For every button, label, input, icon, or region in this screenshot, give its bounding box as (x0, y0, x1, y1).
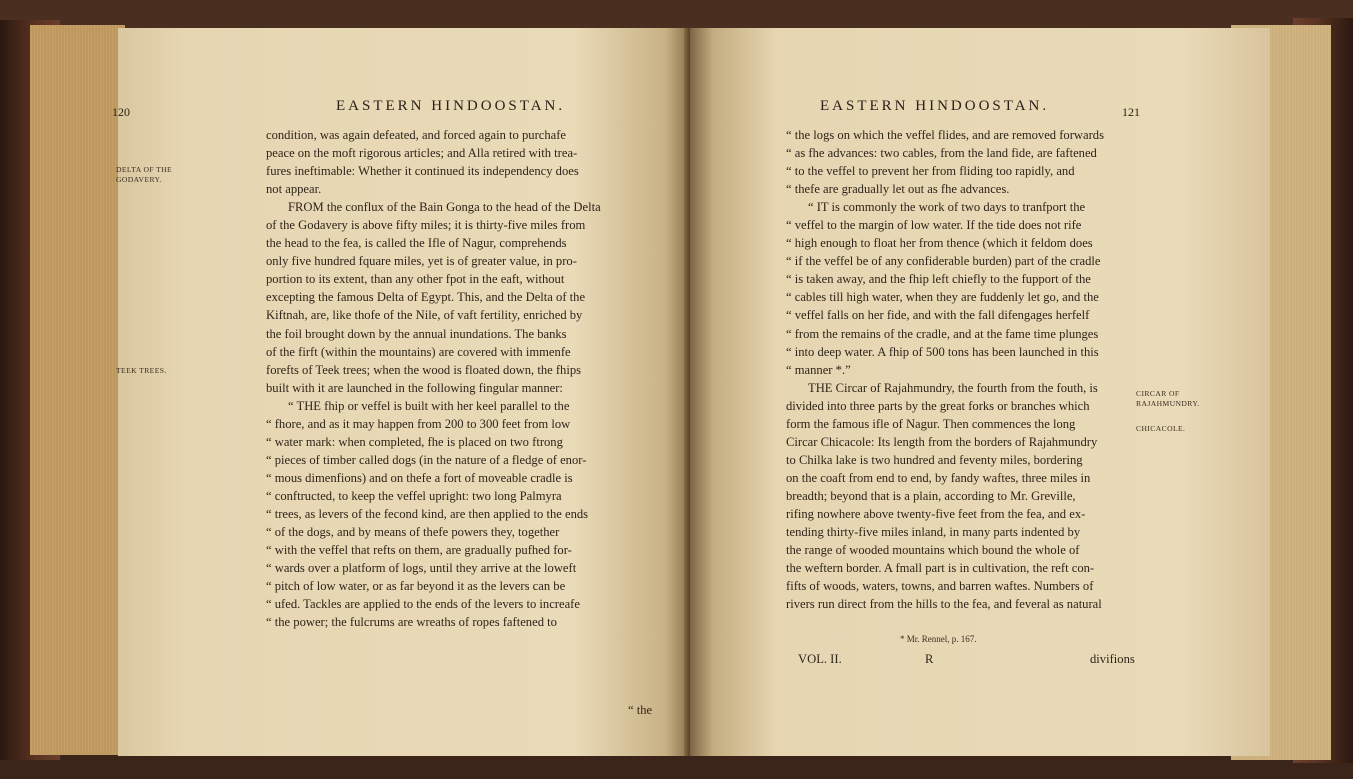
sidenote-delta: DELTA OF THE GODAVERY. (116, 165, 173, 184)
text-line: the range of wooded mountains which bound the whole of (786, 543, 1080, 558)
text-line: “ pitch of low water, or as far beyond it as the levers can be (266, 579, 566, 594)
text-line: “ if the veffel be of any confiderable burden) part of the cradle (786, 254, 1101, 269)
text-line: Circar Chicacole: Its length from the borders of Rajahmundry (786, 434, 1098, 449)
text-line: the head to the fea, is called the Ifle of Nagur, comprehends (266, 236, 567, 251)
text-line: “ THE fhip or veffel is built with her keel parallel to the (288, 398, 570, 413)
text-line: on the coaft from end to end, by fandy waftes, three miles in (786, 470, 1091, 485)
text-line: “ of the dogs, and by means of thefe powers they, together (266, 525, 560, 540)
text-line: “ veffel to the margin of low water. If the tide does not rife (786, 218, 1082, 233)
text-line: “ trees, as levers of the fecond kind, are then applied to the ends (266, 506, 589, 521)
text-line: form the famous ifle of Nagur. Then commences the long (786, 416, 1076, 431)
text-line: THE Circar of Rajahmundry, the fourth from the fouth, is (808, 380, 1098, 395)
text-line: forefts of Teek trees; when the wood is floated down, the fhips (266, 362, 582, 377)
text-line: “ with the veffel that refts on them, are gradually pufhed for- (266, 543, 572, 558)
text-line: FROM the conflux of the Bain Gonga to the head of the Delta (288, 200, 601, 215)
footnote: * Mr. Rennel, p. 167. (900, 634, 977, 644)
text-line: to Chilka lake is two hundred and feventy miles, bordering (786, 452, 1083, 467)
left-page (112, 28, 688, 756)
text-line: rivers run direct from the hills to the fea, and feveral as natural (786, 597, 1102, 612)
text-line: fures ineftimable: Whether it continued its independency does (266, 164, 579, 179)
sidenote-rajahmundry: CIRCAR OF RAJAHMUNDRY. (1136, 389, 1200, 408)
text-line: “ cables till high water, when they are fuddenly let go, and the (786, 290, 1099, 305)
text-line: “ conftructed, to keep the veffel upright: two long Palmyra (266, 488, 562, 503)
text-line: “ into deep water. A fhip of 500 tons has been launched in this (786, 344, 1099, 359)
text-line: “ wards over a platform of logs, until they arrive at the loweft (266, 561, 577, 576)
text-line: condition, was again defeated, and forced again to purchafe (266, 128, 567, 142)
text-line: “ water mark: when completed, fhe is placed on two ftrong (266, 434, 563, 449)
text-line: “ the logs on which the veffel flides, and are removed forwards (786, 128, 1104, 142)
text-line: “ veffel falls on her fide, and with the fall difengages herfelf (786, 308, 1090, 323)
text-line: fifts of woods, waters, towns, and barren waftes. Numbers of (786, 579, 1094, 594)
text-line: “ ufed. Tackles are applied to the ends of the levers to increafe (266, 597, 580, 612)
text-line: peace on the moft rigorous articles; and Alla retired with trea- (266, 146, 578, 161)
right-body-text (786, 126, 1206, 613)
text-line: “ high enough to float her from thence (which it feldom does (786, 236, 1093, 251)
left-page-edges (30, 25, 125, 755)
right-page-number: 121 (1122, 105, 1140, 119)
text-line: “ mous dimenfions) and on thefe a fort of moveable cradle is (266, 470, 573, 485)
text-line: “ manner *.” (786, 362, 851, 377)
text-line: of the Godavery is above fifty miles; it is thirty-five miles from (266, 218, 586, 233)
text-line: portion to its extent, than any other fpot in the eaft, without (266, 272, 565, 287)
text-line: “ pieces of timber called dogs (in the nature of a fledge of enor- (266, 452, 587, 467)
text-line: the foil brought down by the annual inundations. The banks (266, 326, 567, 341)
text-line: “ from the remains of the cradle, and at the fame time plunges (786, 326, 1099, 341)
sidenote-teek-trees: TEEK TREES. (116, 366, 167, 375)
right-page (690, 28, 1270, 756)
sidenote-chicacole: CHICACOLE. (1136, 424, 1186, 433)
text-line: of the firft (within the mountains) are covered with immenfe (266, 344, 571, 359)
text-line: “ is taken away, and the fhip left chiefly to the fupport of the (786, 272, 1091, 287)
volume-number: VOL. II. (798, 652, 842, 666)
text-line: only five hundred fquare miles, yet is of greater value, in pro- (266, 254, 577, 269)
signature-mark: R (925, 652, 934, 666)
text-line: tending thirty-five miles inland, in many parts indented by (786, 525, 1081, 540)
text-line: not appear. (266, 182, 322, 197)
left-catchword: “ the (628, 703, 653, 717)
left-page-number: 120 (112, 105, 130, 119)
text-line: excepting the famous Delta of Egypt. This, and the Delta of the (266, 290, 586, 305)
left-running-header: EASTERN HINDOOSTAN. (336, 98, 566, 114)
text-line: “ as fhe advances: two cables, from the land fide, are faftened (786, 146, 1097, 161)
text-line: “ to the veffel to prevent her from fliding too rapidly, and (786, 164, 1075, 179)
text-line: the weftern border. A fmall part is in cultivation, the reft con- (786, 561, 1095, 576)
left-body-text (266, 126, 676, 631)
text-line: “ the power; the fulcrums are wreaths of ropes faftened to (266, 615, 557, 630)
text-line: rifing nowhere above twenty-five feet from the fea, and ex- (786, 506, 1086, 521)
right-catchword: divifions (1090, 652, 1135, 666)
text-line: built with it are launched in the following fingular manner: (266, 380, 563, 395)
text-line: breadth; beyond that is a plain, according to Mr. Greville, (786, 488, 1076, 503)
text-line: Kiftnah, are, like thofe of the Nile, of vaft fertility, enriched by (266, 308, 583, 323)
text-line: “ fhore, and as it may happen from 200 to 300 feet from low (266, 416, 571, 431)
right-running-header: EASTERN HINDOOSTAN. (820, 98, 1050, 114)
text-line: divided into three parts by the great forks or branches which (786, 398, 1090, 413)
text-line: “ IT is commonly the work of two days to tranfport the (808, 200, 1086, 215)
text-line: “ thefe are gradually let out as fhe advances. (786, 182, 1010, 197)
